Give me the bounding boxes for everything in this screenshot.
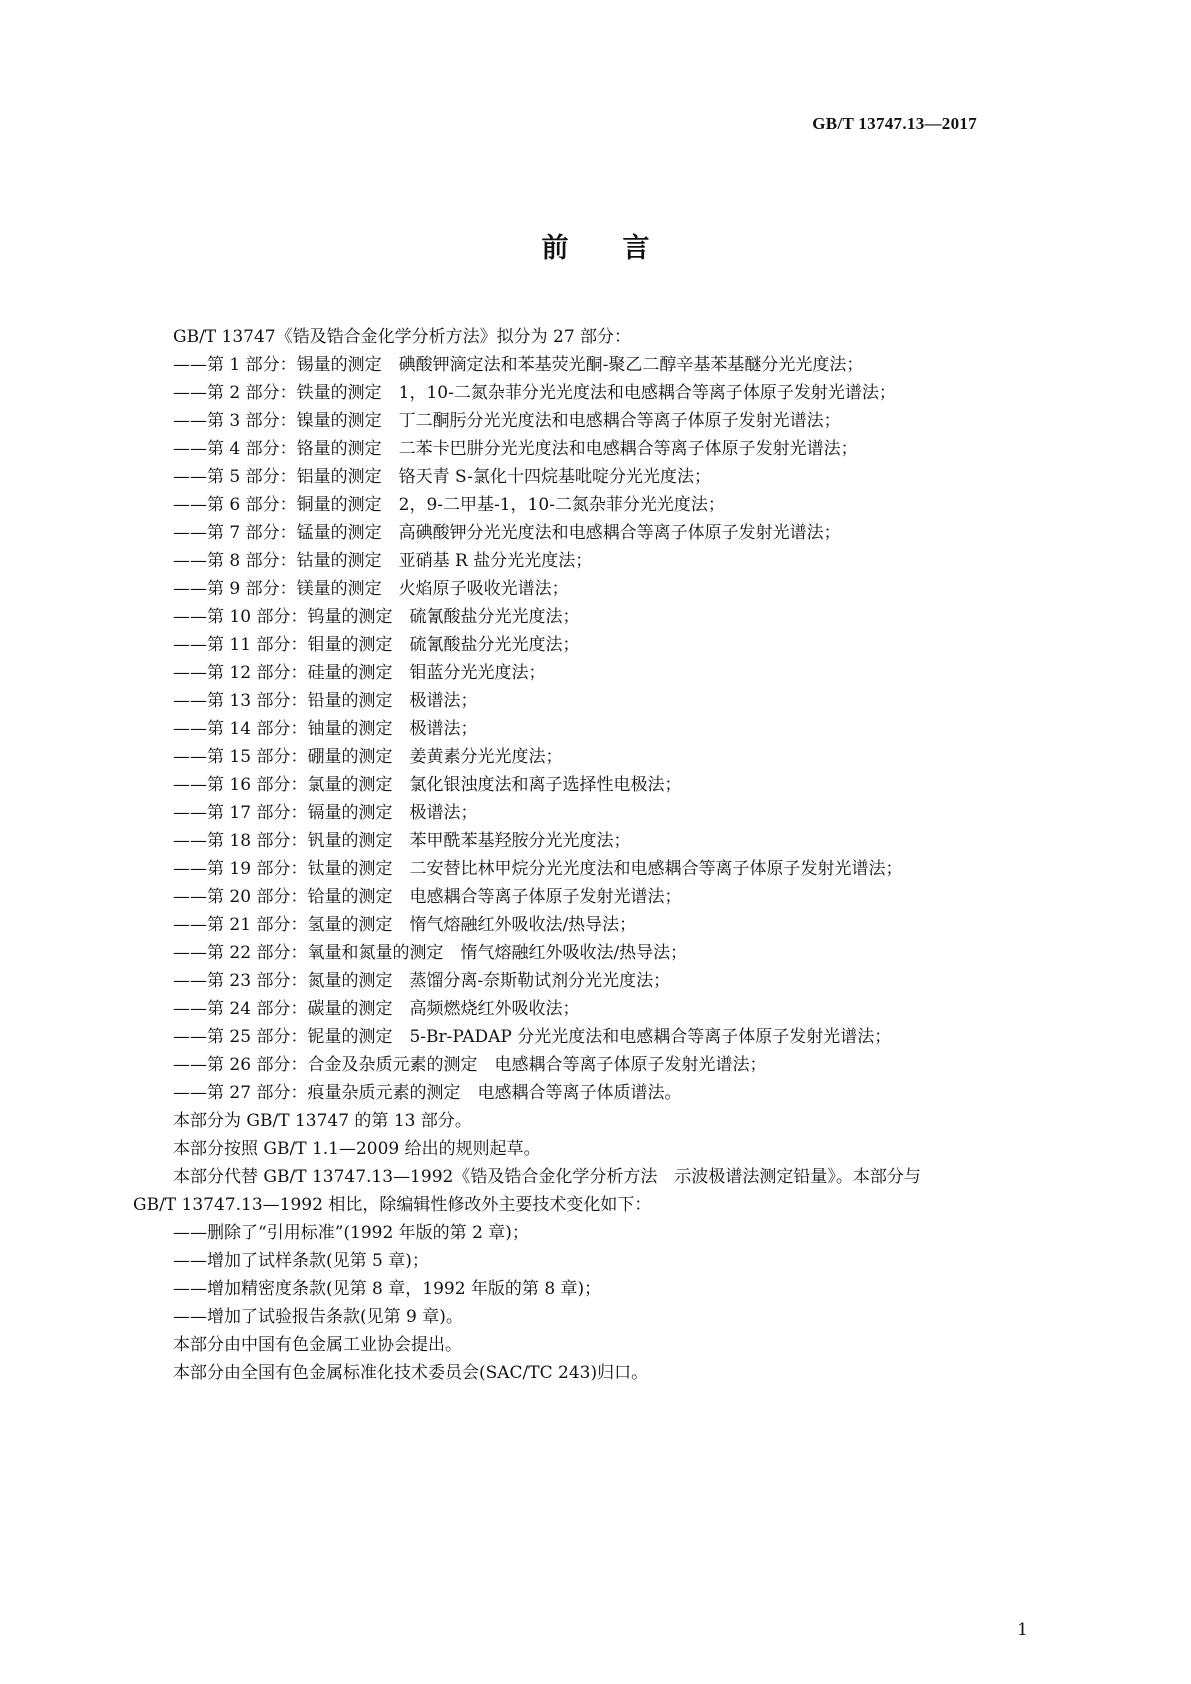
page-number: 1 bbox=[1017, 1620, 1028, 1640]
change-item: ——增加精密度条款(见第 8 章，1992 年版的第 8 章)； bbox=[173, 1279, 602, 1299]
standard-code: GB/T 13747.13—2017 bbox=[812, 114, 977, 133]
list-item: ——第 3 部分：镍量的测定 丁二酮肟分光光度法和电感耦合等离子体原子发射光谱法； bbox=[173, 411, 841, 431]
managed-by-statement: 本部分由全国有色金属标准化技术委员会(SAC/TC 243)归口。 bbox=[173, 1363, 649, 1383]
part-statement: 本部分为 GB/T 13747 的第 13 部分。 bbox=[173, 1111, 472, 1131]
list-item: ——第 23 部分：氮量的测定 蒸馏分离-奈斯勒试剂分光光度法； bbox=[173, 971, 671, 991]
list-item: ——第 9 部分：镁量的测定 火焰原子吸收光谱法； bbox=[173, 579, 569, 599]
list-item: ——第 4 部分：铬量的测定 二苯卡巴肼分光光度法和电感耦合等离子体原子发射光谱法； bbox=[173, 439, 858, 459]
list-item: ——第 17 部分：镉量的测定 极谱法； bbox=[173, 803, 478, 823]
list-item: ——第 14 部分：铀量的测定 极谱法； bbox=[173, 719, 478, 739]
list-item: ——第 10 部分：钨量的测定 硫氰酸盐分光光度法； bbox=[173, 607, 580, 627]
list-item: ——第 15 部分：硼量的测定 姜黄素分光光度法； bbox=[173, 747, 563, 767]
list-item: ——第 27 部分：痕量杂质元素的测定 电感耦合等离子体质谱法。 bbox=[173, 1083, 682, 1103]
list-item: ——第 2 部分：铁量的测定 1，10-二氮杂菲分光光度法和电感耦合等离子体原子发射光谱法； bbox=[173, 383, 896, 403]
list-item: ——第 24 部分：碳量的测定 高频燃烧红外吸收法； bbox=[173, 999, 580, 1019]
list-item: ——第 8 部分：钴量的测定 亚硝基 R 盐分光光度法； bbox=[173, 551, 593, 571]
replacement-statement-line1: 本部分代替 GB/T 13747.13—1992《锆及锆合金化学分析方法 示波极谱法测定铅量》。本部分与 bbox=[173, 1167, 921, 1187]
list-item: ——第 18 部分：钒量的测定 苯甲酰苯基羟胺分光光度法； bbox=[173, 831, 631, 851]
list-item: ——第 16 部分：氯量的测定 氯化银浊度法和离子选择性电极法； bbox=[173, 775, 682, 795]
list-item: ——第 22 部分：氧量和氮量的测定 惰气熔融红外吸收法/热导法； bbox=[173, 943, 688, 963]
list-item: ——第 6 部分：铜量的测定 2，9-二甲基-1，10-二氮杂菲分光光度法； bbox=[173, 495, 725, 515]
list-item: ——第 5 部分：铝量的测定 铬天青 S-氯化十四烷基吡啶分光光度法； bbox=[173, 467, 712, 487]
list-item: ——第 19 部分：钛量的测定 二安替比林甲烷分光光度法和电感耦合等离子体原子发射光谱法； bbox=[173, 859, 903, 879]
list-item: ——第 26 部分：合金及杂质元素的测定 电感耦合等离子体原子发射光谱法； bbox=[173, 1055, 767, 1075]
list-item: ——第 25 部分：铌量的测定 5-Br-PADAP 分光光度法和电感耦合等离子体原子发射光谱法； bbox=[173, 1027, 892, 1047]
change-item: ——删除了“引用标准”(1992 年版的第 2 章)； bbox=[173, 1223, 529, 1243]
drafting-rules-statement: 本部分按照 GB/T 1.1—2009 给出的规则起草。 bbox=[173, 1139, 541, 1159]
list-item: ——第 11 部分：钼量的测定 硫氰酸盐分光光度法； bbox=[173, 635, 580, 655]
intro-paragraph: GB/T 13747《锆及锆合金化学分析方法》拟分为 27 部分： bbox=[173, 327, 632, 347]
change-item: ——增加了试样条款(见第 5 章)； bbox=[173, 1251, 429, 1271]
change-item: ——增加了试验报告条款(见第 9 章)。 bbox=[173, 1307, 463, 1327]
list-item: ——第 21 部分：氢量的测定 惰气熔融红外吸收法/热导法； bbox=[173, 915, 637, 935]
list-item: ——第 1 部分：锡量的测定 碘酸钾滴定法和苯基荧光酮-聚乙二醇辛基苯基醚分光光度法； bbox=[173, 355, 864, 375]
proposed-by-statement: 本部分由中国有色金属工业协会提出。 bbox=[173, 1335, 462, 1355]
list-item: ——第 20 部分：铪量的测定 电感耦合等离子体原子发射光谱法； bbox=[173, 887, 682, 907]
replacement-statement-line2: GB/T 13747.13—1992 相比，除编辑性修改外主要技术变化如下： bbox=[133, 1195, 652, 1215]
document-body bbox=[133, 323, 1066, 1387]
page-title: 前 言 bbox=[541, 233, 650, 264]
list-item: ——第 12 部分：硅量的测定 钼蓝分光光度法； bbox=[173, 663, 546, 683]
list-item: ——第 7 部分：锰量的测定 高碘酸钾分光光度法和电感耦合等离子体原子发射光谱法； bbox=[173, 523, 841, 543]
list-item: ——第 13 部分：铅量的测定 极谱法； bbox=[173, 691, 478, 711]
